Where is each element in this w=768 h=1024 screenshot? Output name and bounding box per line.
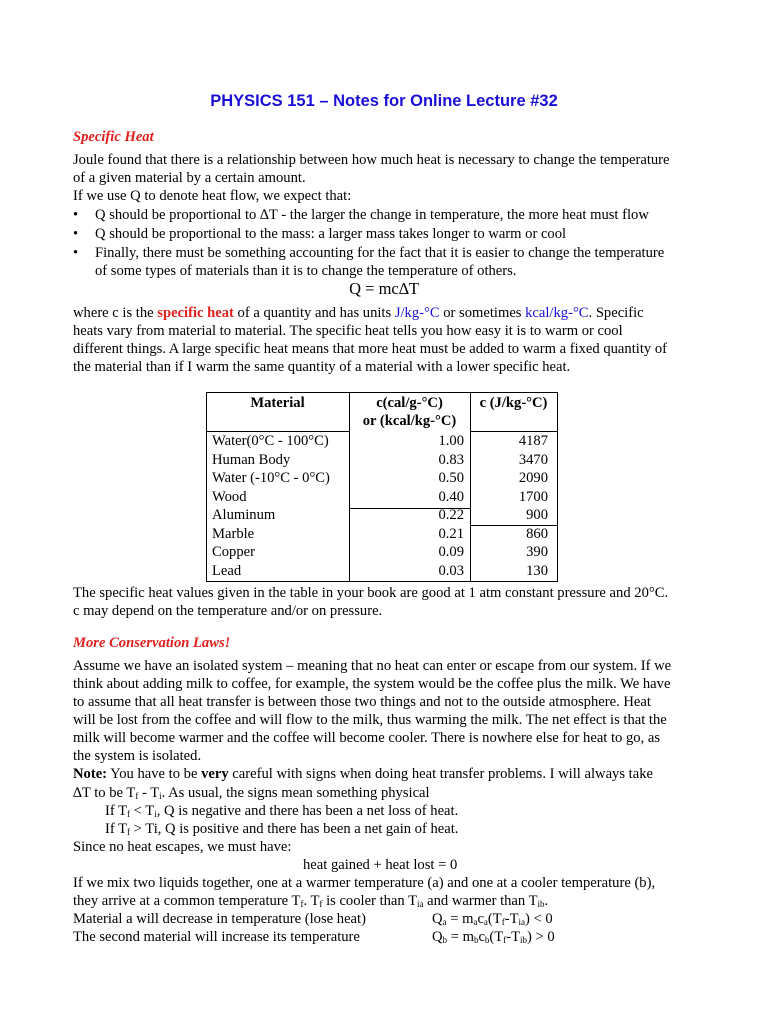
text: -T <box>504 911 519 927</box>
text: If T <box>105 821 128 837</box>
subscript: f <box>300 899 304 909</box>
paragraph-line: Assume we have an isolated system – meaning that no heat can enter or escape from our system. If we <box>73 658 672 674</box>
subscript: f <box>135 791 139 801</box>
text: ∆T to be T <box>73 785 136 801</box>
table-header-c-kcal: or (kcal/kg-°C) <box>362 413 457 429</box>
paragraph-line: c may depend on the temperature and/or on pressure. <box>73 603 383 619</box>
subscript: i <box>154 809 157 819</box>
subscript: ia <box>417 899 424 909</box>
table-header-c-cal: c(cal/g-°C) <box>376 395 443 411</box>
text: , Q is negative and there has been a net loss of heat. <box>156 803 459 819</box>
table-cell-c-cal: 1.00 <box>438 433 464 449</box>
bullet-text: Finally, there must be something accounting for the fact that it is easier to change the temperature <box>95 245 665 261</box>
text: . <box>544 893 549 909</box>
text: c <box>477 911 484 927</box>
text: < T <box>130 803 155 819</box>
bullet-icon: • <box>73 226 79 242</box>
table-cell-material: Human Body <box>212 451 291 468</box>
paragraph-line-specific-heat-def <box>73 304 644 322</box>
subscript: b <box>484 935 490 945</box>
subscript: a <box>473 917 478 927</box>
subscript: f <box>127 809 131 819</box>
text: - T <box>138 785 160 801</box>
table-cell-c-j: 130 <box>526 562 548 579</box>
paragraph-line: If we mix two liquids together, one at a warmer temperature (a) and one at a cooler temperature (b), <box>73 875 656 891</box>
text: is cooler than T <box>322 893 417 909</box>
paragraph-line: different things. A large specific heat means that more heat must be added to warm a fixed quantity of <box>73 341 667 357</box>
table-cell-material: Copper <box>212 544 255 560</box>
section-heading-conservation-laws: More Conservation Laws! <box>73 635 231 651</box>
note-line <box>73 765 653 783</box>
paragraph-line: Joule found that there is a relationship between how much heat is necessary to change the temperature <box>73 152 670 168</box>
subscript: a <box>483 917 488 927</box>
table-cell-c-cal: 0.50 <box>438 470 464 486</box>
paragraph-line: Since no heat escapes, we must have: <box>73 839 292 855</box>
text: careful with signs when doing heat transfer problems. I will always take <box>228 766 653 782</box>
paragraph-line: the system is isolated. <box>73 748 202 764</box>
text: and warmer than T <box>423 893 538 909</box>
bullet-text: Q should be proportional to ∆T - the larger the change in temperature, the more heat must flow <box>95 207 649 223</box>
equation-q-mc-delta-t: Q = mc∆T <box>349 279 419 298</box>
table-cell-material: Marble <box>212 525 255 542</box>
specific-heat-term: specific heat <box>157 305 234 321</box>
table-cell-material: Aluminum <box>212 507 276 523</box>
subscript: f <box>319 899 323 909</box>
page-title: PHYSICS 151 – Notes for Online Lecture #32 <box>210 92 558 110</box>
text: . As usual, the signs mean something physical <box>161 785 430 801</box>
text: If T <box>105 803 128 819</box>
unit-j-kg-c: J/kg-°C <box>394 305 440 321</box>
paragraph-line: If we use Q to denote heat flow, we expect that: <box>73 188 352 204</box>
unit-kcal-kg-c: kcal/kg-°C <box>525 305 589 321</box>
text: -T <box>506 929 520 945</box>
text: (T <box>489 929 504 945</box>
text: . T <box>303 893 320 909</box>
text: = m <box>447 929 474 945</box>
table-header-c-j: c (J/kg-°C) <box>479 395 548 411</box>
table-cell-c-j: 860 <box>526 525 548 542</box>
bullet-icon: • <box>73 207 79 223</box>
text: of a quantity and has units <box>233 305 395 321</box>
text: where c is the <box>73 305 158 321</box>
paragraph-line: the material than if I warm the same quantity of a material with a lower specific heat. <box>73 359 571 375</box>
text: . Specific <box>588 305 644 321</box>
table-cell-c-j: 390 <box>526 544 548 560</box>
table-header-material: Material <box>250 395 305 411</box>
text: ) > 0 <box>527 929 555 945</box>
table-cell-c-cal: 0.21 <box>438 525 464 542</box>
bullet-text: Q should be proportional to the mass: a larger mass takes longer to warm or cool <box>95 226 567 242</box>
paragraph-line: of a given material by a certain amount. <box>73 170 306 186</box>
table-cell-material: Wood <box>212 488 247 505</box>
section-heading-specific-heat: Specific Heat <box>73 129 154 145</box>
table-cell-material: Water (-10°C - 0°C) <box>212 470 330 486</box>
table-cell-c-cal: 0.40 <box>438 488 464 505</box>
subscript: f <box>501 917 505 927</box>
paragraph-line: The second material will increase its temperature <box>73 929 360 945</box>
note-label: Note: <box>73 766 108 782</box>
subscript: b <box>442 935 448 945</box>
text: = m <box>446 911 474 927</box>
text: c <box>478 929 485 945</box>
table-cell-c-j: 900 <box>526 507 548 523</box>
text: (T <box>487 911 502 927</box>
subscript: ib <box>519 935 527 945</box>
paragraph-line: heats vary from material to material. The specific heat tells you how easy it is to warm or cool <box>73 323 623 339</box>
bullet-text-continuation: of some types of materials than it is to change the temperature of others. <box>95 263 517 279</box>
paragraph-line: will be lost from the coffee and will flow to the milk, thus warming the milk. The net effect is that the <box>73 712 667 728</box>
table-cell-c-cal: 0.83 <box>438 451 464 468</box>
table-cell-c-cal: 0.09 <box>438 544 464 560</box>
paragraph-line: Material a will decrease in temperature (lose heat) <box>73 911 366 927</box>
table-cell-c-j: 3470 <box>518 451 548 468</box>
table-cell-material: Lead <box>212 562 242 579</box>
equation-heat-balance: heat gained + heat lost = 0 <box>303 857 458 873</box>
text: You have to be <box>107 766 202 782</box>
text: Q <box>432 929 443 945</box>
paragraph-line: to assume that all heat transfer is between those two things and not to the outside atmosphere. Heat <box>73 694 651 710</box>
subscript: f <box>127 827 131 837</box>
paragraph-line: The specific heat values given in the table in your book are good at 1 atm constant pressure and 20°C. <box>73 585 669 601</box>
subscript: f <box>503 935 507 945</box>
subscript: ia <box>518 917 525 927</box>
table-cell-c-cal: 0.22 <box>438 507 464 523</box>
table-cell-material: Water(0°C - 100°C) <box>212 433 329 449</box>
paragraph-line: think about adding milk to coffee, for example, the system would be the coffee plus the milk. We have <box>73 676 671 692</box>
text: ) < 0 <box>524 911 553 927</box>
text: they arrive at a common temperature T <box>73 893 301 909</box>
bullet-icon: • <box>73 245 79 261</box>
subscript: a <box>442 917 447 927</box>
paragraph-line: milk will become warmer and the coffee will become cooler. There is nowhere else for heat to go, as <box>73 730 661 746</box>
table-cell-c-j: 1700 <box>518 488 548 505</box>
subscript: i <box>159 791 162 801</box>
text: or sometimes <box>439 305 526 321</box>
subscript: ib <box>537 899 545 909</box>
text: Q <box>432 911 443 927</box>
emphasis-very: very <box>201 766 229 782</box>
subscript: b <box>473 935 479 945</box>
table-cell-c-cal: 0.03 <box>438 562 464 579</box>
equation-qb <box>432 928 555 949</box>
table-cell-c-j: 2090 <box>518 470 548 486</box>
table-cell-c-j: 4187 <box>518 433 548 449</box>
text: > Ti, Q is positive and there has been a net gain of heat. <box>130 821 459 837</box>
